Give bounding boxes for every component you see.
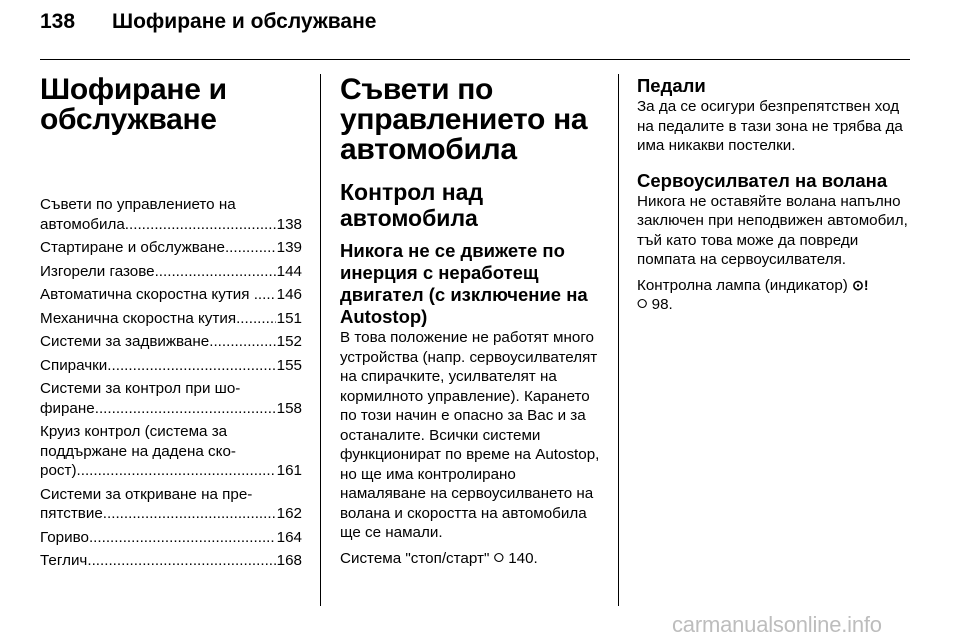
power-steering-paragraph: Никога не оставяйте волана напълно заключен при неподвижен автомобил, тъй като това може да повреди помпата на сервоусилвателя.: [637, 192, 908, 268]
toc-entry-title: Механична скоростна кутия: [40, 309, 237, 327]
steering-warning-icon: ⊙!: [852, 276, 869, 293]
arrow-ref-icon: ⭘: [493, 549, 504, 565]
toc-page-number: 168: [276, 552, 302, 569]
toc-entry[interactable]: [40, 422, 302, 481]
toc-entry-row: [40, 461, 302, 481]
page-number: 138: [40, 10, 76, 33]
toc-entry-title: автомобила: [40, 215, 125, 233]
column-divider-1: [320, 74, 321, 606]
pedals-paragraph: За да се осигури безпрепятствен ход на педалите в тази зона не трябва да има никакви постелки.: [637, 98, 903, 154]
subsection-heading: Контрол над автомобила: [340, 179, 484, 231]
toc-entry-row: [40, 528, 302, 548]
indicator-reference: [637, 276, 909, 315]
toc-entry-row: [40, 215, 302, 235]
watermark: carmanualsonline.info: [672, 612, 882, 637]
toc-page-number: 151: [276, 309, 302, 327]
toc-page-number: 144: [276, 262, 302, 280]
toc-entry[interactable]: [40, 332, 302, 352]
toc-entry-line: Съвети по управлението на: [40, 196, 236, 213]
toc-leader-dots: [95, 399, 276, 419]
toc-entry-title: фиране: [40, 399, 95, 417]
table-of-contents: [40, 195, 302, 571]
toc-leader-dots: [107, 356, 275, 376]
toc-entry-line: Системи за откриване на пре-: [40, 485, 253, 503]
body-paragraph: В това положение не работят много устройства (напр. сервоусилвателят на спирачките, усилвателят на кормилното управление). Карането по този начин е опасно за Вас и за останалите. Всички системи функционират по време на Autostop, но ще има контролирано намаляване на сервоусилването на волана и скоростта на автомобила ще се намали.: [340, 329, 600, 541]
toc-page-number: 158: [276, 399, 302, 417]
toc-entry-row: [40, 262, 302, 282]
indicator-label: Контролна лампа (индикатор): [637, 276, 848, 294]
toc-leader-dots: [155, 262, 276, 282]
toc-leader-dots: [103, 504, 276, 524]
toc-entry[interactable]: [40, 285, 302, 305]
column-3: [637, 75, 909, 315]
toc-leader-dots: [77, 461, 276, 481]
running-title: Шофиране и обслужване: [112, 10, 377, 33]
toc-entry-row: [40, 238, 302, 258]
toc-leader-dots: [125, 215, 276, 235]
toc-entry[interactable]: [40, 379, 302, 418]
column-1: [40, 75, 302, 575]
toc-leader-dots: [89, 528, 276, 548]
toc-entry-row: [40, 309, 302, 329]
toc-entry-line: Круиз контрол (система за: [40, 423, 228, 440]
toc-leader-dots: [236, 309, 276, 329]
toc-entry-title: Теглич: [40, 552, 88, 569]
toc-entry-row: [40, 356, 302, 376]
toc-entry[interactable]: [40, 195, 302, 234]
toc-leader-dots: [225, 238, 276, 258]
toc-leader-dots: [87, 551, 275, 571]
header-rule: [40, 59, 910, 60]
toc-entry[interactable]: [40, 551, 302, 571]
toc-page-number: 138: [276, 215, 302, 233]
pedals-heading: Педали: [637, 75, 706, 96]
toc-page-number: 155: [276, 356, 302, 374]
power-steering-heading: Сервоусилвател на волана: [637, 169, 888, 191]
toc-page-number: 139: [276, 239, 302, 256]
toc-leader-dots: [258, 285, 276, 305]
toc-entry-title: Изгорели газове: [40, 262, 155, 280]
toc-page-number: 161: [276, 462, 302, 479]
section-heading: Съвети по управлението на автомобила: [340, 73, 588, 166]
indicator-page: 98.: [651, 296, 673, 313]
toc-entry[interactable]: [40, 356, 302, 376]
cross-reference: [340, 549, 602, 569]
toc-leader-dots: [209, 332, 275, 352]
toc-entry-row: [40, 551, 302, 571]
toc-entry-line: Системи за контрол при шо-: [40, 380, 241, 397]
toc-entry[interactable]: [40, 238, 302, 258]
toc-entry[interactable]: [40, 309, 302, 329]
toc-entry-row: [40, 399, 302, 419]
toc-entry[interactable]: [40, 485, 302, 524]
toc-entry-title: Системи за задвижване: [40, 333, 210, 350]
toc-page-number: 162: [276, 505, 302, 522]
column-2: [340, 75, 602, 568]
toc-entry-line: поддържане на дадена ско-: [40, 442, 236, 460]
reference-label: Система "стоп/старт": [340, 549, 490, 567]
toc-page-number: 152: [276, 333, 302, 350]
toc-entry-row: [40, 332, 302, 352]
toc-page-number: 146: [276, 286, 302, 303]
page-header: [40, 10, 910, 40]
toc-entry-title: Автоматична скоростна кутия .: [40, 286, 258, 303]
arrow-ref-icon: ⭘: [637, 296, 648, 311]
topic-heading: Никога не се движете по инерция с неработещ двигател (с изключение на Autostop): [340, 240, 588, 327]
toc-page-number: 164: [276, 528, 302, 546]
toc-entry-row: [40, 504, 302, 524]
column-divider-2: [618, 74, 619, 606]
toc-entry[interactable]: [40, 262, 302, 282]
toc-entry-title: Спирачки: [40, 356, 108, 374]
toc-entry-row: [40, 285, 302, 305]
chapter-heading: Шофиране и обслужване: [40, 73, 227, 136]
reference-page: 140.: [508, 549, 538, 567]
toc-entry[interactable]: [40, 528, 302, 548]
toc-entry-title: пятствие: [40, 505, 103, 522]
toc-entry-title: Гориво: [40, 528, 89, 546]
toc-entry-title: Стартиране и обслужване: [40, 239, 225, 256]
toc-entry-title: рост): [40, 462, 77, 479]
